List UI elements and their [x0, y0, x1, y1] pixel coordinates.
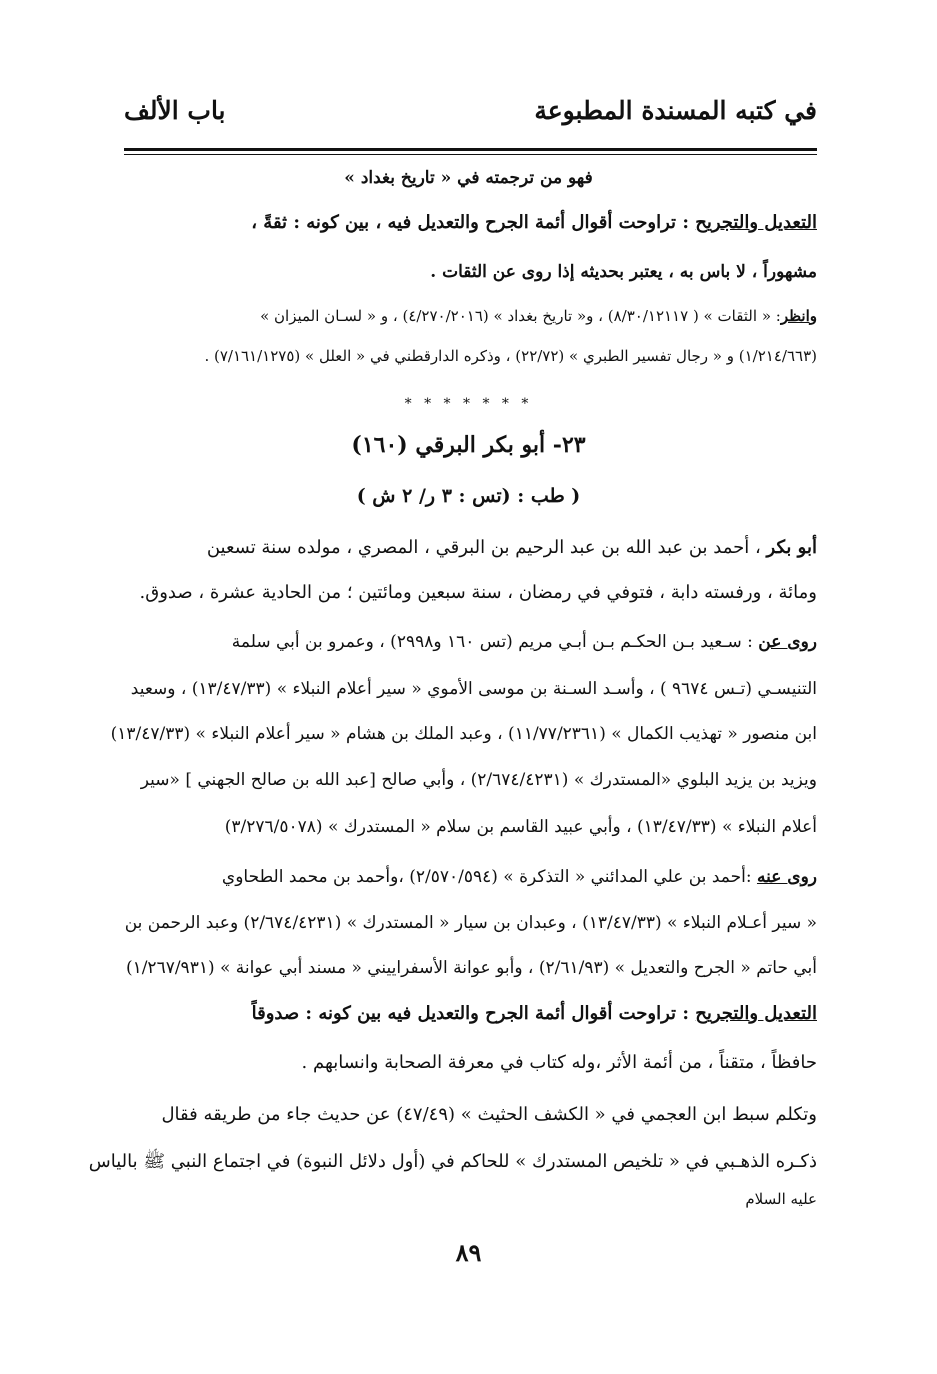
header-rule-thick	[124, 148, 817, 151]
see-text: : « الثقات » ( ٨/٣٠/١٢١١٧) ، و« تاريخ بغداد » (٤/٢٧٠/٢٠١٦) ، و « لسـان الميزان »	[260, 307, 781, 325]
see-line-2: (١/٢١٤/٦٦٣) و « رجال تفسير الطبري » (٢٢/٧٢) ، وذكره الدارقطني في « العلل » (٧/١٦١/١٢٧٥) .	[204, 347, 817, 365]
rawa-an-line-2: التنيسـي (تـس ٩٦٧٤ ) ، وأسـد السـنة بن موسى الأموي « سير أعلام النبلاء » (١٣/٤٧/٣٣) ، وسعيد	[130, 679, 817, 699]
rawa-an-text-1: : سـعيد بـن الحكـم بـن أبـي مريم (تس ١٦٠ و٢٩٩٨) ، وعمرو بن أبي سلمة	[231, 632, 759, 652]
bio-text: ، أحمد بن عبد الله بن عبد الرحيم بن البرقي ، المصري ، مولده سنة تسعين	[206, 537, 767, 558]
separator-stars: * * * * * * *	[404, 396, 533, 412]
note-line-2: ذكـره الذهـبي في « تلخيص المستدرك » للحاكم في (أول دلائل النبوة) في اجتماع النبي ﷺ بالياس	[88, 1151, 817, 1172]
header-book-title: في كتبه المسندة المطبوعة	[534, 96, 817, 125]
rawa-an-line-4: ويزيد بن يزيد البلوي «المستدرك » (٢/٦٧٤/٤٢٣١) ، وأبي صالح [عبد الله بن صالح الجهني ] «سير	[140, 770, 817, 790]
entry-tadil-line-2: حافظاً ، متقناً ، من أئمة الأثر ،وله كتاب في معرفة الصحابة وانسابهم .	[301, 1052, 817, 1073]
see-label: وانظر	[780, 307, 817, 325]
header-rule-thin	[124, 154, 817, 155]
note-line-3: عليه السلام	[745, 1190, 817, 1208]
bio-line-2: ومائة ، ورفسته دابة ، فتوفي في رمضان ، سنة سبعين ومائتين ؛ من الحادية عشرة ، صدوق.	[139, 582, 817, 603]
rawa-an-line-3: ابن منصور « تهذيب الكمال » (١١/٧٧/٢٣٦١) ، وعبد الملك بن هشام « سير أعلام النبلاء » (١٣/٤٧/٣٣)	[110, 724, 817, 744]
rawa-anhu-line-2: « سير أعـلام النبلاء » (١٣/٤٧/٣٣) ، وعبدان بن سيار « المستدرك » (٢/٦٧٤/٤٢٣١) وعبد الرحمن بن	[124, 913, 817, 933]
rawa-an-label: روى عن	[758, 632, 817, 652]
entry-tadil-label: التعديل والتجريح	[695, 1003, 817, 1024]
entry-tadil-line-1	[120, 1003, 817, 1024]
tadil-line-2: مشهوراً ، لا باس به ، يعتبر بحديثه إذا روى عن الثقات .	[430, 262, 817, 282]
entry-title: ٢٣- أبو بكر البرقي (١٦٠)	[351, 432, 586, 458]
rawa-an-line-5: أعلام النبلاء » (١٣/٤٧/٣٣) ، وأبي عبيد القاسم بن سلام « المستدرك » (٣/٢٧٦/٥٠٧٨)	[224, 817, 817, 837]
bio-line-1	[120, 537, 817, 558]
page-number: ٨٩	[455, 1238, 482, 1267]
note-line-1: وتكلم سبط ابن العجمي في « الكشف الحثيث » (٤٧/٤٩) عن حديث جاء من طريقه فقال	[161, 1104, 817, 1125]
intro-line: فهو من ترجمته في « تاريخ بغداد »	[344, 168, 593, 188]
rawa-anhu-line-3: أبي حاتم « الجرح والتعديل » (٢/٦١/٩٣) ، وأبو عوانة الأسفراييني « مسند أبي عوانة » (١/٢٦٧/٩٣١)	[125, 958, 817, 978]
tadil-label: التعديل والتجريح	[695, 212, 817, 233]
running-header	[124, 96, 817, 142]
rawa-an-line-1	[120, 632, 817, 652]
rawa-anhu-label: روى عنه	[756, 867, 817, 887]
entry-code: ( طب : (تس : ٣ ر/ ٢ ش )	[356, 485, 581, 507]
bio-name: أبو بكر	[766, 537, 817, 558]
tadil-line-1	[120, 212, 817, 233]
rawa-anhu-text-1: :أحمد بن علي المدائني « التذكرة » (٢/٥٧٠/٥٩٤) ،وأحمد بن محمد الطحاوي	[221, 867, 757, 887]
see-line-1	[120, 307, 817, 325]
rawa-anhu-line-1	[120, 867, 817, 887]
entry-tadil-text-1: : تراوحت أقوال أئمة الجرح والتعديل فيه بين كونه : صدوقاً	[251, 1003, 696, 1024]
header-chapter-title: باب الألف	[124, 96, 226, 125]
tadil-text: : تراوحت أقوال أئمة الجرح والتعديل فيه ، بين كونه : ثقةً ،	[251, 212, 696, 233]
